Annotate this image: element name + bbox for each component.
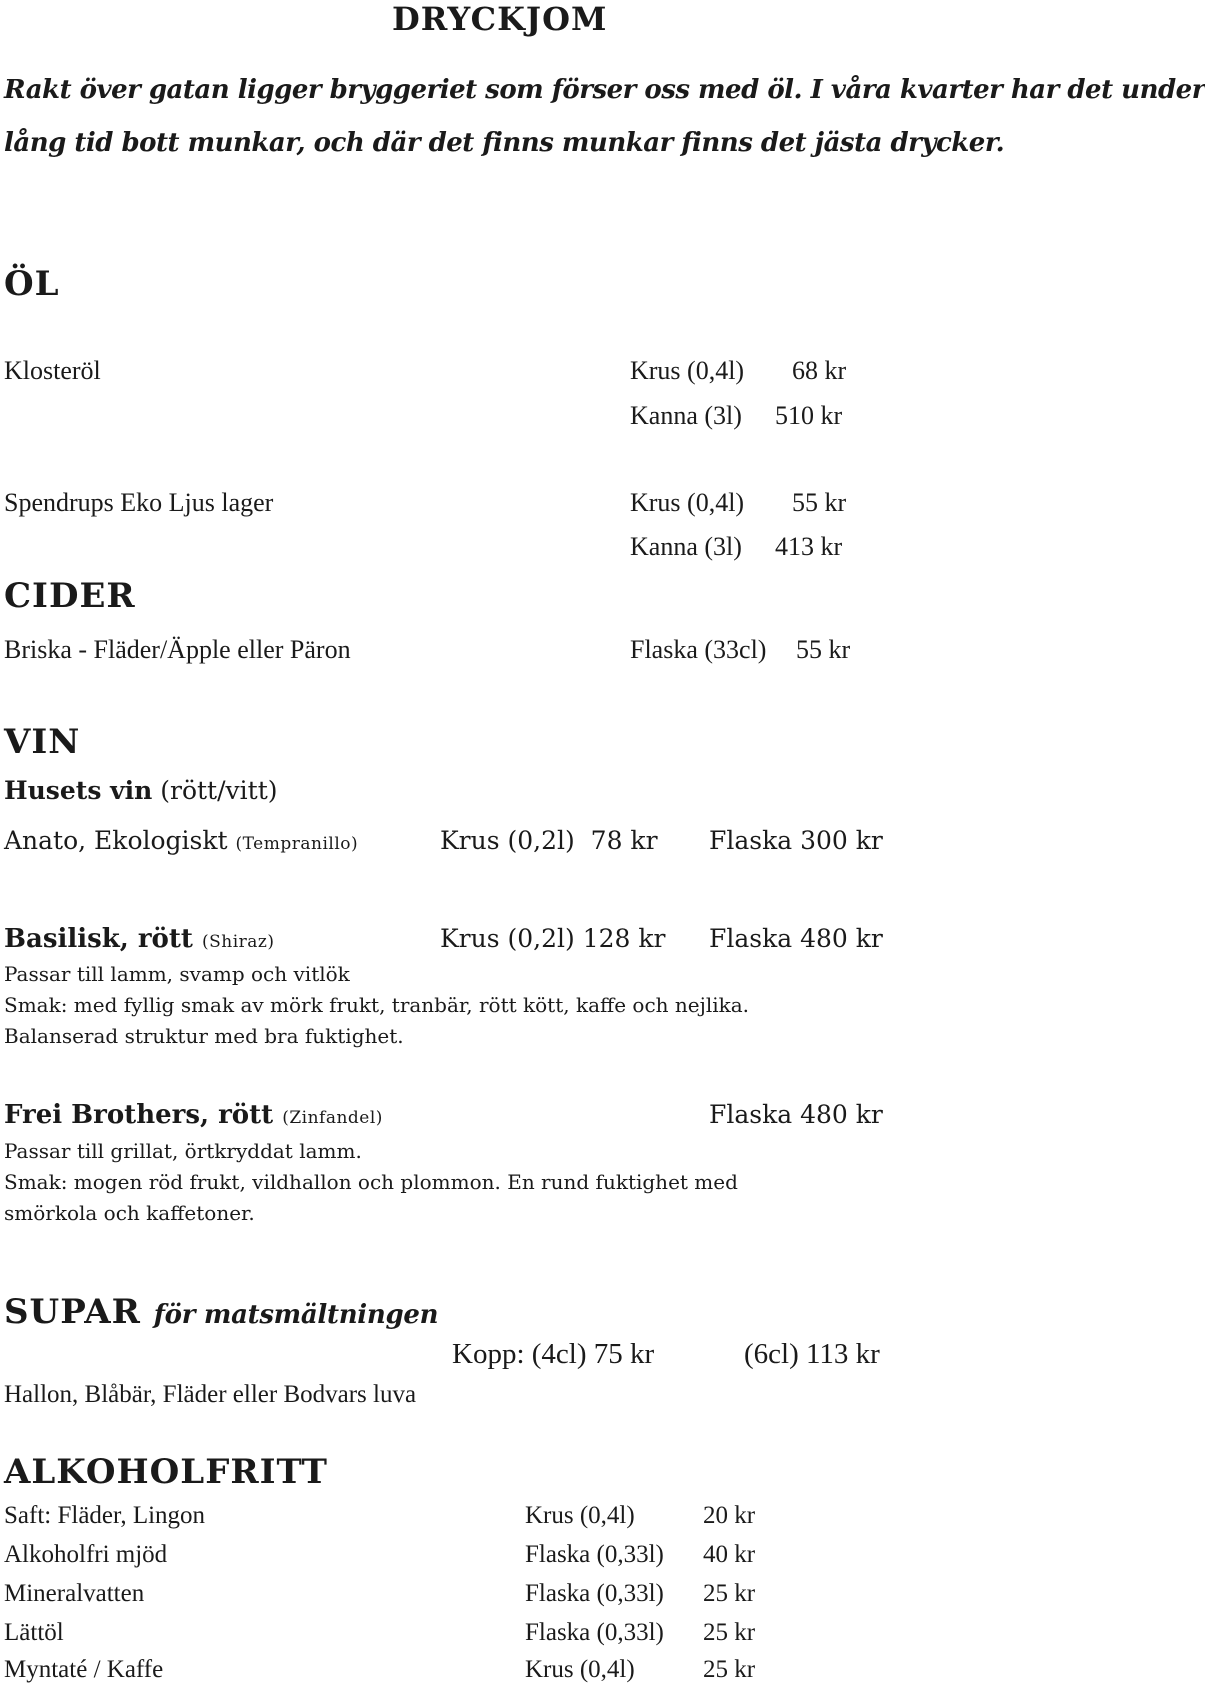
shot-price-label: Kopp: [452, 1338, 517, 1370]
wine-name: [4, 1100, 383, 1130]
menu-item-name: Spendrups Eko Ljus lager: [4, 488, 274, 517]
intro-line-1: Rakt över gatan ligger bryggeriet som förser oss med öl. I våra kvarter har det under: [4, 75, 1205, 105]
menu-item-name: Myntaté / Kaffe: [4, 1656, 164, 1683]
menu-item-name: Briska - Fläder/Äpple eller Päron: [4, 635, 351, 664]
menu-item-price: 55 kr: [796, 635, 851, 664]
section-heading-cider: CIDER: [4, 576, 136, 616]
menu-item-size: Flaska (0,33l): [525, 1541, 664, 1568]
menu-item-size: Krus (0,4l): [630, 356, 745, 385]
section-heading-ol: ÖL: [4, 264, 60, 304]
menu-item-price: 68 kr: [792, 356, 847, 385]
menu-item-size: Flaska (0,33l): [525, 1619, 664, 1646]
intro-line-2: lång tid bott munkar, och där det finns munkar finns det jästa drycker.: [4, 128, 1005, 158]
wine-description: smörkola och kaffetoner.: [4, 1201, 255, 1225]
glass-size: Krus (0,2l): [440, 826, 575, 855]
wine-name: [4, 826, 358, 855]
wine-name: [4, 924, 274, 954]
wine-name-text: Frei Brothers, rött: [4, 1100, 274, 1130]
house-wine-label-bold: Husets vin: [4, 776, 153, 805]
menu-item-price: 413 kr: [775, 532, 843, 561]
shot-price-4cl: : (4cl) 75 kr: [516, 1338, 655, 1370]
section-heading-supar-sub: för matsmältningen: [153, 1300, 439, 1330]
menu-item-size: Krus (0,4l): [630, 488, 745, 517]
menu-item-size: Flaska (0,33l): [525, 1580, 664, 1607]
grape-variety: (Zinfandel): [282, 1108, 383, 1128]
bottle-price: Flaska 300 kr: [709, 826, 883, 855]
menu-item-price: 25 kr: [703, 1619, 756, 1646]
menu-item-size: Flaska (33cl): [630, 635, 767, 664]
grape-variety: (Tempranillo): [235, 834, 359, 854]
section-heading-alkoholfritt: ALKOHOLFRITT: [4, 1452, 328, 1492]
wine-description: Balanserad struktur med bra fuktighet.: [4, 1024, 404, 1048]
menu-item-price: 55 kr: [792, 488, 847, 517]
shot-price-6cl: (6cl) 113 kr: [744, 1338, 880, 1370]
section-heading-supar-main: SUPAR: [4, 1292, 141, 1332]
wine-name-text: Basilisk, rött: [4, 924, 193, 954]
wine-name-text: Anato, Ekologiskt: [4, 826, 228, 855]
section-heading-supar: [4, 1292, 438, 1332]
menu-item-size: Krus (0,4l): [525, 1502, 635, 1529]
shot-varieties: Hallon, Blåbär, Fläder eller Bodvars luva: [4, 1381, 417, 1408]
menu-item-name: Saft: Fläder, Lingon: [4, 1502, 206, 1529]
bottle-price: Flaska 480 kr: [709, 924, 883, 953]
grape-variety: (Shiraz): [201, 932, 275, 952]
glass-price: Krus (0,2l) 128 kr: [440, 924, 666, 953]
shot-price: [452, 1338, 654, 1371]
wine-description: Passar till lamm, svamp och vitlök: [4, 962, 350, 986]
house-wine-label-rest: (rött/vitt): [152, 776, 278, 805]
wine-description: Smak: mogen röd frukt, vildhallon och plommon. En rund fuktighet med: [4, 1170, 738, 1194]
bottle-price: Flaska 480 kr: [709, 1100, 883, 1129]
menu-item-name: Lättöl: [4, 1619, 64, 1646]
wine-description: Passar till grillat, örtkryddat lamm.: [4, 1139, 362, 1163]
page-title: DRYCKJOM: [392, 0, 608, 38]
house-wine-label: [4, 776, 278, 805]
menu-item-name: Mineralvatten: [4, 1580, 145, 1607]
menu-item-size: Kanna (3l): [630, 532, 742, 561]
glass-price: [440, 826, 658, 855]
menu-item-price: 510 kr: [775, 401, 843, 430]
menu-item-price: 25 kr: [703, 1580, 756, 1607]
menu-item-price: 40 kr: [703, 1541, 756, 1568]
menu-item-size: Kanna (3l): [630, 401, 742, 430]
menu-item-name: Alkoholfri mjöd: [4, 1541, 168, 1568]
section-heading-vin: VIN: [4, 722, 81, 762]
menu-item-price: 20 kr: [703, 1502, 756, 1529]
wine-description: Smak: med fyllig smak av mörk frukt, tranbär, rött kött, kaffe och nejlika.: [4, 993, 750, 1017]
menu-item-name: Klosteröl: [4, 356, 101, 385]
menu-item-price: 25 kr: [703, 1656, 756, 1683]
menu-item-size: Krus (0,4l): [525, 1656, 635, 1683]
glass-price-value: 78 kr: [590, 826, 658, 855]
